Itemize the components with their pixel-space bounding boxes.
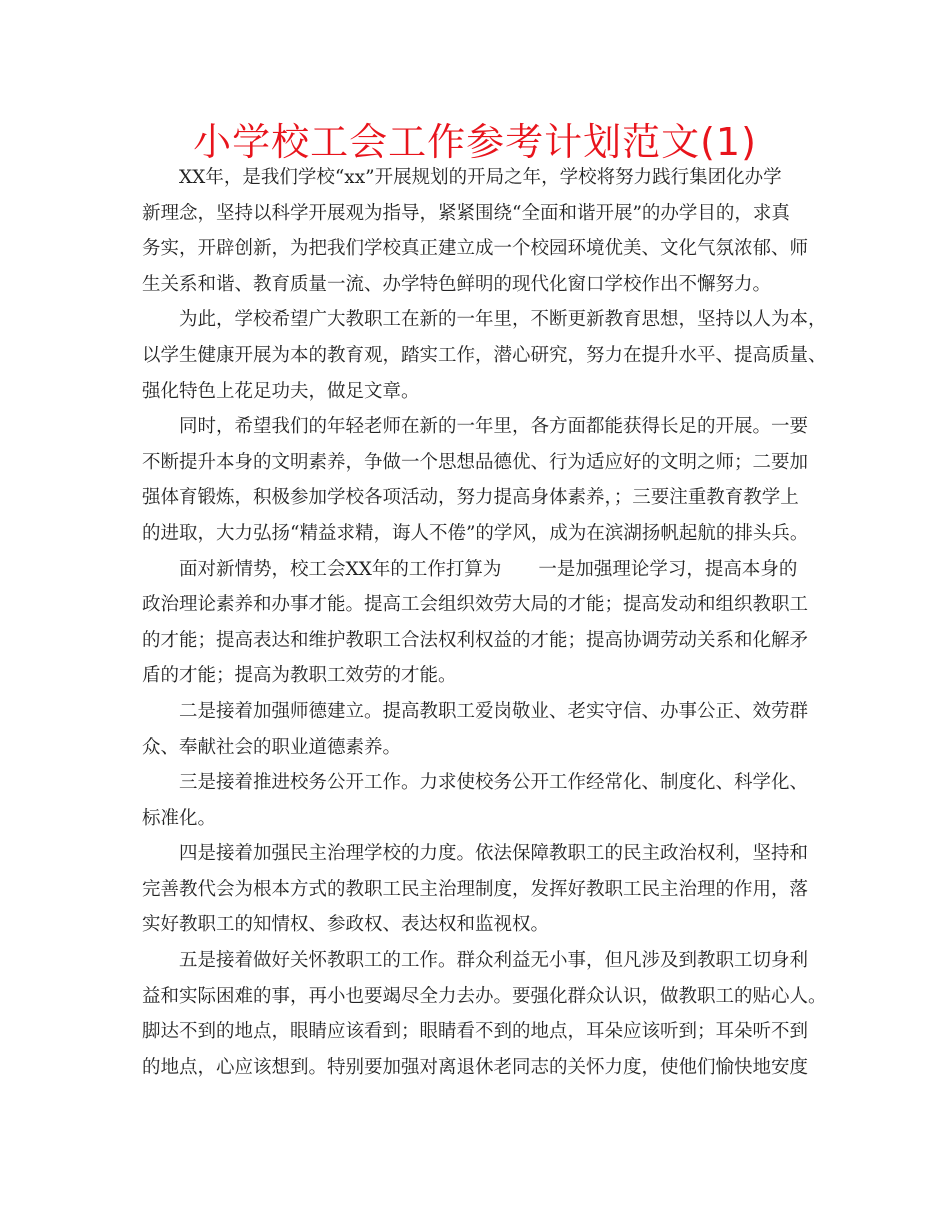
text-line: 二是接着加强师德建立。提高教职工爱岗敬业、老实守信、办事公正、效劳群 xyxy=(142,700,809,722)
paragraph xyxy=(142,409,827,551)
text-line: 盾的才能；提高为教职工效劳的才能。 xyxy=(142,665,457,687)
text-line: 三是接着推进校务公开工作。力求使校务公开工作经常化、制度化、科学化、 xyxy=(142,772,809,794)
text-line: 完善教代会为根本方式的教职工民主治理制度，发挥好教职工民主治理的作用，落 xyxy=(142,878,809,900)
text-line: 五是接着做好关怀教职工的工作。群众利益无小事，但凡涉及到教职工切身利 xyxy=(142,950,809,972)
document-title: 小学校工会工作参考计划范文(1) xyxy=(193,120,757,164)
text-line: 益和实际困难的事，再小也要竭尽全力去办。要强化群众认识，做教职工的贴心人。 xyxy=(142,985,827,1007)
text-line: 新理念，坚持以科学开展观为指导，紧紧围绕“全面和谐开展”的办学目的，求真 xyxy=(142,202,790,224)
text-line: XX年，是我们学校“xx”开展规划的开局之年，学校将努力践行集团化办学 xyxy=(142,167,782,188)
text-line: 脚达不到的地点，眼睛应该看到；眼睛看不到的地点，耳朵应该听到；耳朵听不到 xyxy=(142,1021,809,1043)
document-body xyxy=(142,160,827,1085)
text-line: 面对新情势，校工会XX年的工作打算为 一是加强理论学习，提高本身的 xyxy=(142,558,798,580)
paragraph xyxy=(142,160,827,302)
text-line: 以学生健康开展为本的教育观，踏实工作，潜心研究，努力在提升水平、提高质量、 xyxy=(142,344,827,366)
text-line: 政治理论素养和办事才能。提高工会组织效劳大局的才能；提高发动和组织教职工 xyxy=(142,594,809,616)
text-line: 实好教职工的知情权、参政权、表达权和监视权。 xyxy=(142,914,550,936)
paragraph xyxy=(142,943,827,1085)
text-line: 标准化。 xyxy=(142,807,217,829)
text-line: 生关系和谐、教育质量一流、办学特色鲜明的现代化窗口学校作出不懈努力。 xyxy=(142,273,772,295)
text-line: 众、奉献社会的职业道德素养。 xyxy=(142,736,402,758)
text-line: 务实，开辟创新，为把我们学校真正建立成一个校园环境优美、文化气氛浓郁、师 xyxy=(142,238,809,260)
text-line: 的地点，心应该想到。特别要加强对离退休老同志的关怀力度，使他们愉快地安度 xyxy=(142,1056,809,1078)
text-line: 不断提升本身的文明素养，争做一个思想品德优、行为适应好的文明之师；二要加 xyxy=(142,451,809,473)
paragraph xyxy=(142,552,827,694)
paragraph xyxy=(142,302,827,409)
text-line: 的进取，大力弘扬“精益求精，诲人不倦”的学风，成为在滨湖扬帆起航的排头兵。 xyxy=(142,522,809,544)
text-line: 为此，学校希望广大教职工在新的一年里，不断更新教育思想，坚持以人为本， xyxy=(142,309,827,331)
paragraph xyxy=(142,765,827,836)
text-line: 强化特色上花足功夫，做足文章。 xyxy=(142,380,420,402)
paragraph xyxy=(142,694,827,765)
text-line: 强体育锻炼，积极参加学校各项活动，努力提高身体素养，；三要注重教育教学上 xyxy=(142,487,799,509)
text-line: 的才能；提高表达和维护教职工合法权利权益的才能；提高协调劳动关系和化解矛 xyxy=(142,629,809,651)
text-line: 四是接着加强民主治理学校的力度。依法保障教职工的民主政治权利，坚持和 xyxy=(142,843,809,865)
paragraph xyxy=(142,836,827,943)
text-line: 同时，希望我们的年轻老师在新的一年里，各方面都能获得长足的开展。一要 xyxy=(142,416,809,438)
